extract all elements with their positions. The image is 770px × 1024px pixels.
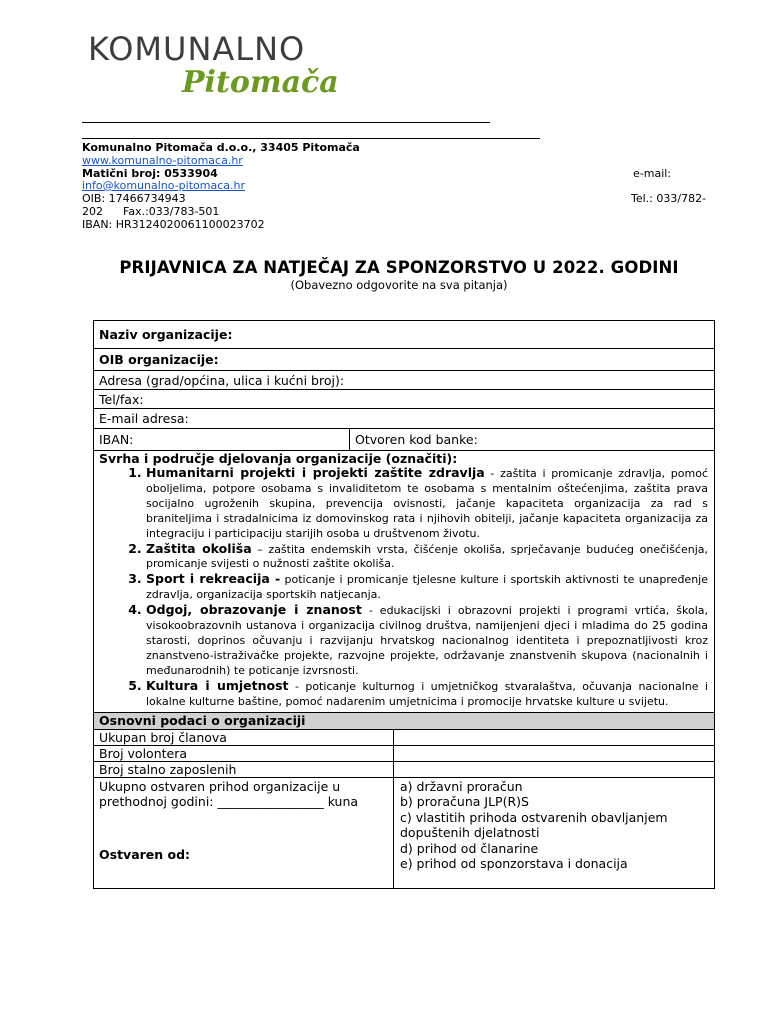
email-label: e-mail: — [633, 167, 672, 180]
income-cell — [94, 778, 394, 888]
income-source-b[interactable]: b) proračuna JLP(R)S — [400, 794, 529, 809]
email-field[interactable]: E-mail adresa: — [94, 409, 714, 429]
company-fax: Fax.:033/783-501 — [123, 205, 220, 218]
company-logo — [82, 26, 359, 108]
volunteers-row — [94, 746, 714, 762]
logo-script-text: Pitomača — [182, 65, 339, 100]
income-label[interactable]: Ukupno ostvaren prihod organizacije u prethodnoj godini: _________________ kuna — [99, 778, 359, 809]
address-field[interactable]: Adresa (grad/općina, ulica i kućni broj): — [94, 371, 714, 390]
employees-row — [94, 762, 714, 778]
page-subtitle: (Obavezno odgovorite na sva pitanja) — [290, 278, 508, 292]
company-website-link[interactable]: www.komunalno-pitomaca.hr — [82, 154, 243, 167]
purpose-text-3: poticanje i promicanje tjelesne kulture i sportskih aktivnosti te unapređenje zdravlja, organizacija sportskih natjecanja. — [146, 573, 708, 602]
telfax-field[interactable]: Tel/fax: — [94, 390, 714, 409]
members-value[interactable] — [394, 730, 714, 745]
purpose-item-education[interactable] — [146, 603, 708, 679]
purpose-list — [99, 466, 708, 710]
purpose-item-sport[interactable] — [146, 572, 708, 603]
header-rule-2 — [82, 138, 540, 139]
purpose-title-1: Humanitarni projekti i projekti zaštite zdravlja — [146, 465, 485, 480]
purpose-text-2: – zaštita endemskih vrsta, čišćenje okoliša, sprječavanje budućeg onečišćenja, promicanje svijesti o nužnosti zaštite okoliša. — [146, 542, 709, 571]
income-source-e[interactable]: e) prihod od sponzorstava i donacija — [400, 856, 628, 871]
company-oib: OIB: 17466734943 — [82, 192, 186, 205]
purpose-section — [94, 451, 714, 713]
income-source-d[interactable]: d) prihod od članarine — [400, 840, 539, 856]
company-reg-no: Matični broj: 0533904 — [82, 167, 218, 180]
income-source-c[interactable]: c) vlastitih prihoda ostvarenih obavljanjem dopuštenih djelatnosti — [400, 809, 668, 840]
purpose-item-environment[interactable] — [146, 542, 708, 573]
org-name-field[interactable]: Naziv organizacije: — [94, 321, 714, 349]
iban-bank-row — [94, 429, 714, 451]
members-label: Ukupan broj članova — [94, 730, 394, 745]
company-name: Komunalno Pitomača d.o.o., 33405 Pitomača — [82, 141, 360, 154]
company-email-link[interactable]: info@komunalno-pitomaca.hr — [82, 179, 245, 192]
employees-value[interactable] — [394, 762, 714, 777]
logo-top-text: KOMUNALNO — [88, 30, 306, 68]
purpose-item-culture[interactable] — [146, 679, 708, 710]
purpose-title-3: Sport i rekreacija - — [146, 571, 281, 587]
company-fax-line — [82, 205, 219, 218]
purpose-title-5: Kultura i umjetnost — [146, 677, 289, 693]
application-form — [93, 320, 715, 889]
volunteers-label: Broj volontera — [94, 746, 394, 761]
bank-field[interactable]: Otvoren kod banke: — [355, 432, 478, 447]
company-tel: Tel.: 033/782- — [631, 192, 707, 205]
purpose-text-4: - edukacijski i obrazovni projekti i programi vrtića, škola, visokoobrazovnih ustanova i organizacija civilnog društva, namijenjeni djeci i mladima do 25 godina starosti, doprinos očuvanju i razvijanju hrvatskog nacionalnog identiteta i prepoznatljivosti kroz znanstveno-istraživačke projekte, razvojne projekte, održavanje znanstvenih skupova (nacionalnih i međunarodnih) te poticanje izvrsnosti. — [146, 604, 708, 677]
purpose-text-5: - poticanje kulturnog i umjetničkog stvaralaštva, očuvanja nacionalne i lokalne kulturne baštine, pomoć nadarenim umjetnicima i promocije hrvatske kulture u svijetu. — [146, 679, 708, 708]
purpose-item-humanitarian[interactable] — [146, 466, 708, 542]
achieved-from-label: Ostvaren od: — [99, 846, 191, 862]
volunteers-value[interactable] — [394, 746, 714, 761]
page-title: PRIJAVNICA ZA NATJEČAJ ZA SPONZORSTVO U 2022. GODINI — [119, 258, 679, 277]
purpose-title: Svrha i područje djelovanja organizacije (označiti): — [99, 451, 458, 466]
header-rule-1 — [82, 122, 490, 123]
income-row — [94, 778, 714, 888]
company-iban: IBAN: HR3124020061100023702 — [82, 218, 265, 231]
members-row — [94, 730, 714, 746]
iban-field[interactable]: IBAN: — [94, 429, 350, 450]
company-tel-cont: 202 — [82, 205, 103, 218]
purpose-title-2: Zaštita okoliša — [146, 540, 252, 556]
purpose-text-1: - zaštita i promicanje zdravlja, pomoć oboljelima, potpore osobama s invaliditetom te osobama s mentalnim oštećenjima, zaštita prava socijalno ugroženih skupina, prevencija ovisnosti, jačanje kapaciteta organizacija za rad s braniteljima i stradalnicima iz domovinskog rata i njihovih obitelji, jačanje kapaciteta organizacija za integraciju i participaciju starijih osoba u društvenom životu. — [146, 467, 709, 540]
employees-label: Broj stalno zaposlenih — [94, 762, 394, 777]
income-source-a[interactable]: a) državni proračun — [400, 778, 523, 794]
income-sources — [394, 778, 714, 888]
basic-data-heading: Osnovni podaci o organizaciji — [94, 713, 714, 730]
org-oib-field[interactable]: OIB organizacije: — [94, 349, 714, 371]
purpose-title-4: Odgoj, obrazovanje i znanost — [146, 602, 362, 618]
